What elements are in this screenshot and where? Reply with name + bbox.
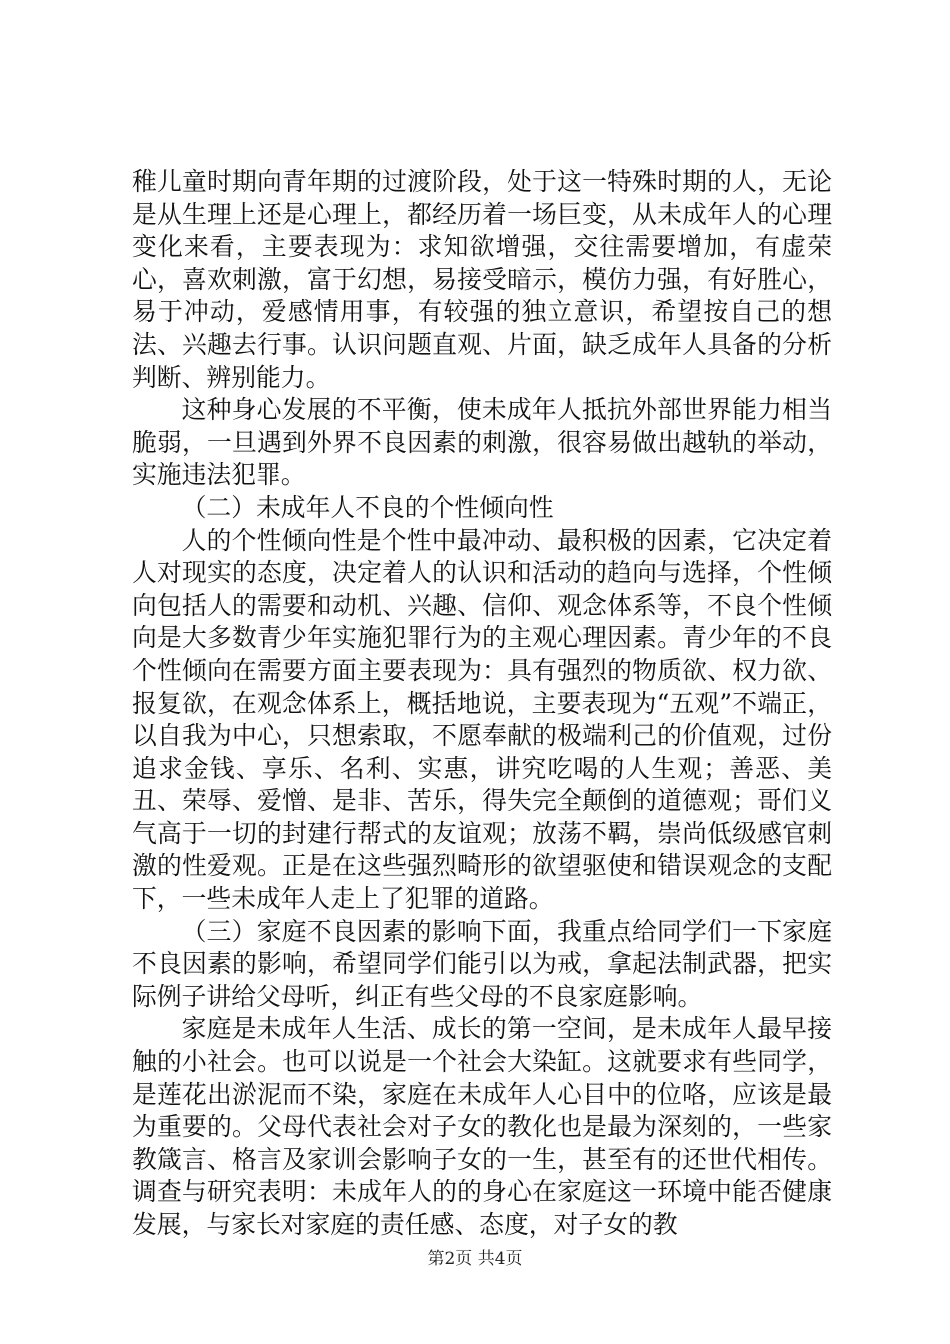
paragraph-1: 稚儿童时期向青年期的过渡阶段，处于这一特殊时期的人，无论是从生理上还是心理上，都经历着一场巨变，从未成年人的心理变化来看，主要表现为：求知欲增强，交往需要增加，有虚荣心，喜欢刺激，富于幻想，易接受暗示，模仿力强，有好胜心，易于冲动，爱感情用事，有较强的独立意识，希望按自己的想法、兴趣去行事。认识问题直观、片面，缺乏成年人具备的分析判断、辨别能力。 [132,167,832,392]
paragraph-6: 家庭是未成年人生活、成长的第一空间，是未成年人最早接触的小社会。也可以说是一个社会大染缸。这就要求有些同学，是莲花出淤泥而不染，家庭在未成年人心目中的位咯，应该是最为重要的。父母代表社会对子女的教化也是最为深刻的，一些家教箴言、格言及家训会影响子女的一生，甚至有的还世代相传。调查与研究表明：未成年人的的身心在家庭这一环境中能否健康发展，与家长对家庭的责任感、态度，对子女的教 [132,1014,832,1239]
document-body [132,166,832,1242]
section-heading-2: （二）未成年人不良的个性倾向性 [181,492,554,522]
paragraph-2: 这种身心发展的不平衡，使未成年人抵抗外部世界能力相当脆弱，一旦遇到外界不良因素的刺激，很容易做出越轨的举动，实施违法犯罪。 [132,395,832,490]
page-footer: 第2页 共4页 [427,1249,523,1269]
section-heading-3-paragraph: （三）家庭不良因素的影响下面，我重点给同学们一下家庭不良因素的影响，希望同学们能引以为戒，拿起法制武器，把实际例子讲给父母听，纠正有些父母的不良家庭影响。 [132,916,832,1011]
paragraph-4: 人的个性倾向性是个性中最冲动、最积极的因素，它决定着人对现实的态度，决定着人的认识和活动的趋向与选择，个性倾向包括人的需要和动机、兴趣、信仰、观念体系等，不良个性倾向是大多数青少年实施犯罪行为的主观心理因素。青少年的不良个性倾向在需要方面主要表现为：具有强烈的物质欲、权力欲、报复欲，在观念体系上，概括地说，主要表现为“五观”不端正，以自我为中心，只想索取，不愿奉献的极端利己的价值观，过份追求金钱、享乐、名利、实惠，讲究吃喝的人生观；善恶、美丑、荣辱、爱憎、是非、苦乐，得失完全颠倒的道德观；哥们义气高于一切的封建行帮式的友谊观；放荡不羁，崇尚低级感官刺激的性爱观。正是在这些强烈畸形的欲望驱使和错误观念的支配下，一些未成年人走上了犯罪的道路。 [132,525,832,914]
